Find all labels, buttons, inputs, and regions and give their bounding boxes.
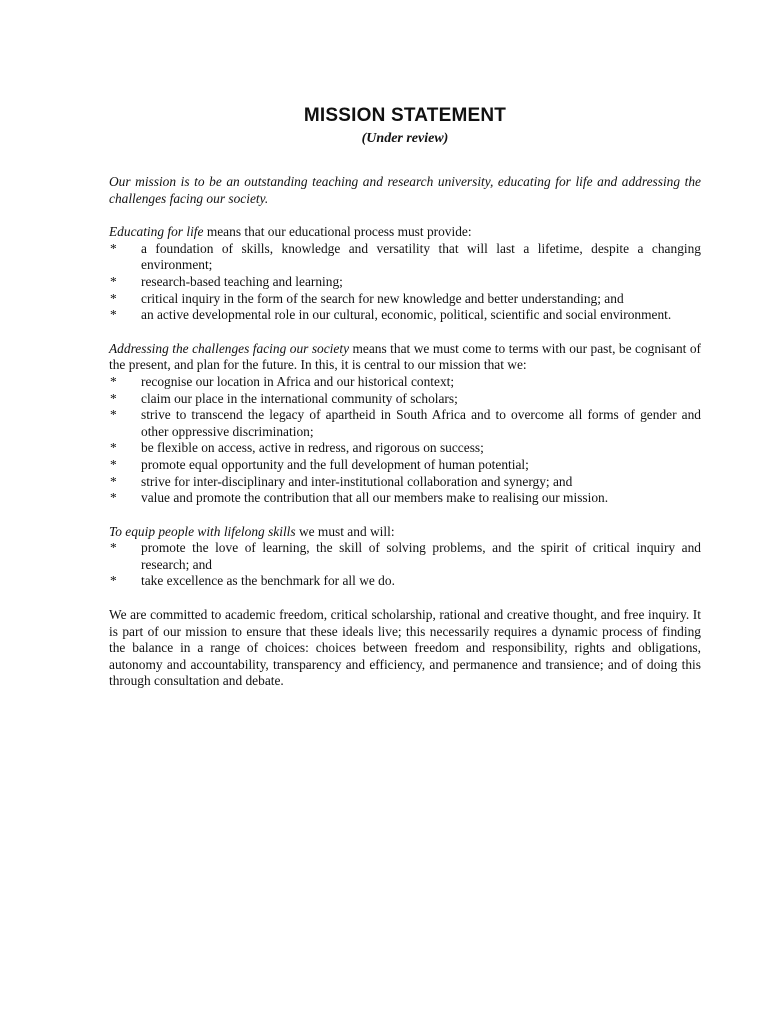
list-item	[109, 440, 701, 457]
page-title: MISSION STATEMENT	[303, 105, 507, 126]
list-item	[109, 374, 701, 391]
list-item	[109, 573, 701, 590]
list-item	[109, 540, 701, 573]
bullet-marker: *	[110, 440, 117, 456]
list-item-text: research-based teaching and learning;	[141, 273, 343, 289]
list-item-text: recognise our location in Africa and our historical context;	[141, 373, 455, 389]
list-item-text: claim our place in the international community of scholars;	[141, 390, 458, 406]
section-addressing-challenges	[109, 341, 701, 507]
section-lead-emphasis: Educating for life	[109, 224, 204, 240]
bullet-marker: *	[110, 390, 117, 406]
bullet-marker: *	[110, 490, 117, 506]
list-item	[109, 307, 701, 324]
list-item-text: an active developmental role in our cultural, economic, political, scientific and social environment.	[141, 307, 672, 323]
list-item-text: a foundation of skills, knowledge and versatility that will last a lifetime, despite a changing environment;	[141, 240, 701, 273]
list-item-text: strive to transcend the legacy of apartheid in South Africa and to overcome all forms of gender and other oppressive discrimination;	[141, 407, 701, 439]
list-item	[109, 474, 701, 491]
list-item-text: promote the love of learning, the skill of solving problems, and the spirit of critical inquiry and research; and	[141, 540, 701, 572]
list-item-text: promote equal opportunity and the full development of human potential;	[141, 456, 529, 472]
section-educating-for-life	[109, 224, 701, 324]
bullet-marker: *	[110, 273, 117, 289]
list-item	[109, 490, 701, 507]
list-item	[109, 291, 701, 308]
section-lifelong-skills	[109, 524, 701, 590]
list-item-text: strive for inter-disciplinary and inter-institutional collaboration and synergy; and	[141, 473, 573, 489]
bullet-list	[109, 540, 701, 590]
section-lead	[109, 524, 701, 541]
list-item-text: take excellence as the benchmark for all we do.	[141, 573, 395, 589]
list-item	[109, 457, 701, 474]
list-item	[109, 407, 701, 440]
bullet-list	[109, 374, 701, 507]
list-item-text: be flexible on access, active in redress, and rigorous on success;	[141, 440, 484, 456]
bullet-marker: *	[110, 373, 117, 389]
list-item	[109, 274, 701, 291]
document-page	[109, 104, 701, 690]
page-subtitle: (Under review)	[361, 131, 449, 146]
list-item-text: value and promote the contribution that all our members make to realising our mission.	[141, 490, 609, 506]
bullet-marker: *	[110, 473, 117, 489]
section-lead	[109, 341, 701, 374]
bullet-marker: *	[110, 407, 117, 423]
list-item-text: critical inquiry in the form of the search for new knowledge and better understanding; and	[141, 290, 624, 306]
bullet-marker: *	[110, 290, 117, 306]
section-lead-text: means that our educational process must provide:	[203, 224, 472, 240]
section-lead-text: we must and will:	[295, 523, 395, 539]
section-lead-emphasis: Addressing the challenges facing our society	[109, 340, 350, 356]
bullet-marker: *	[110, 307, 117, 323]
bullet-list	[109, 241, 701, 324]
bullet-marker: *	[110, 540, 117, 556]
closing-paragraph: We are committed to academic freedom, critical scholarship, rational and creative thought, and free inquiry. It is part of our mission to ensure that these ideals live; this necessarily requires a dynamic process of finding the balance in a range of choices: choices between freedom and responsibility, rights and obligations, autonomy and accountability, transparency and efficiency, and permanence and transience; and of doing this through consultation and debate.	[109, 607, 701, 689]
list-item	[109, 241, 701, 274]
bullet-marker: *	[110, 573, 117, 589]
bullet-marker: *	[110, 240, 117, 256]
list-item	[109, 391, 701, 408]
bullet-marker: *	[110, 456, 117, 472]
section-lead	[109, 224, 701, 241]
mission-intro: Our mission is to be an outstanding teaching and research university, educating for life and addressing the challenges facing our society.	[109, 174, 701, 206]
section-lead-emphasis: To equip people with lifelong skills	[109, 523, 296, 539]
section-lead-text: means that we must come to terms with our past, be cognisant of the present, and plan for the future. In this, it is central to our mission that we:	[109, 340, 701, 373]
